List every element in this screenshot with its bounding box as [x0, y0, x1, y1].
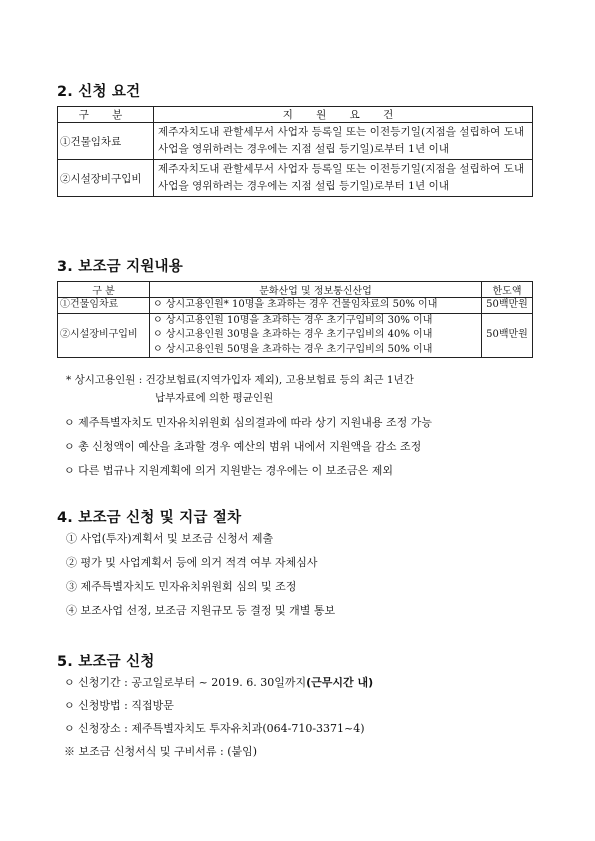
row-label: ②시설장비구입비: [58, 313, 150, 358]
table-header-row: [58, 282, 533, 298]
header-industry: 문화산업 및 정보통신산업: [150, 282, 482, 298]
list-item: ㅇ 신청장소 : 제주특별자치도 투자유치과(064-710-3371~4): [64, 722, 365, 735]
requirements-table: [57, 106, 533, 197]
footnote: 납부자료에 의한 평균인원: [155, 392, 274, 404]
row-text: [150, 313, 482, 358]
period-text: ㅇ 신청기간 : 공고일로부터 ~ 2019. 6. 30일까지: [64, 676, 307, 689]
list-item: ② 평가 및 사업계획서 등에 의거 적격 여부 자체심사: [66, 556, 318, 569]
row-line: ㅇ 상시고용인원 10명을 초과하는 경우 초기구입비의 30% 이내: [153, 314, 433, 326]
list-item: ㅇ 제주특별자치도 민자유치위원회 심의결과에 따라 상기 지원내용 조정 가능: [64, 416, 433, 429]
row-label: ②시설장비구입비: [58, 160, 154, 197]
section-3-title: 3. 보조금 지원내용: [57, 259, 183, 275]
header-limit: 한도액: [482, 282, 533, 298]
row-text: 제주자치도내 관할세무서 사업자 등록일 또는 이전등기일(지점을 설립하여 도내 사업을 영위하려는 경우에는 지점 설립 등기일)로부터 1년 이내: [154, 160, 533, 197]
row-label: ①건물임차료: [58, 298, 150, 314]
table-row: [58, 123, 533, 160]
footnote: * 상시고용인원 : 건강보험료(지역가입자 제외), 고용보험료 등의 최근 1년간: [66, 374, 414, 386]
table-row: [58, 160, 533, 197]
list-item: ※ 보조금 신청서식 및 구비서류 : (붙임): [64, 745, 258, 758]
list-item: ㅇ 총 신청액이 예산을 초과할 경우 예산의 범위 내에서 지원액을 감소 조정: [64, 440, 422, 453]
row-label: ①건물임차료: [58, 123, 154, 160]
header-category: 구 분: [58, 107, 154, 123]
row-text: ㅇ 상시고용인원* 10명을 초과하는 경우 건물임차료의 50% 이내: [150, 298, 482, 314]
list-item: [64, 674, 373, 690]
section-2-title: 2. 신청 요건: [57, 84, 141, 100]
table-row: [58, 313, 533, 358]
header-category: 구 분: [58, 282, 150, 298]
row-line: ㅇ 상시고용인원 30명을 초과하는 경우 초기구입비의 40% 이내: [153, 329, 433, 340]
list-item: ㅇ 다른 법규나 지원계획에 의거 지원받는 경우에는 이 보조금은 제외: [64, 464, 393, 477]
list-item: ④ 보조사업 선정, 보조금 지원규모 등 결정 및 개별 통보: [66, 604, 336, 617]
section-4-title: 4. 보조금 신청 및 지급 절차: [57, 510, 242, 526]
row-line: ㅇ 상시고용인원 50명을 초과하는 경우 초기구입비의 50% 이내: [153, 343, 433, 355]
row-text: 제주자치도내 관할세무서 사업자 등록일 또는 이전등기일(지점을 설립하여 도내 사업을 영위하려는 경우에는 지점 설립 등기일)로부터 1년 이내: [154, 123, 533, 160]
header-requirements: 지 원 요 건: [154, 107, 533, 123]
period-note: (근무시간 내): [306, 676, 374, 689]
support-table: [57, 281, 533, 358]
table-header-row: [58, 107, 533, 123]
list-item: ㅇ 신청방법 : 직접방문: [64, 699, 174, 712]
list-item: ① 사업(투자)계획서 및 보조금 신청서 제출: [66, 532, 274, 545]
list-item: ③ 제주특별자치도 민자유치위원회 심의 및 조정: [66, 580, 297, 593]
row-amount: 50백만원: [482, 313, 533, 358]
section-5-title: 5. 보조금 신청: [57, 654, 155, 670]
table-row: [58, 298, 533, 314]
row-amount: 50백만원: [482, 298, 533, 314]
